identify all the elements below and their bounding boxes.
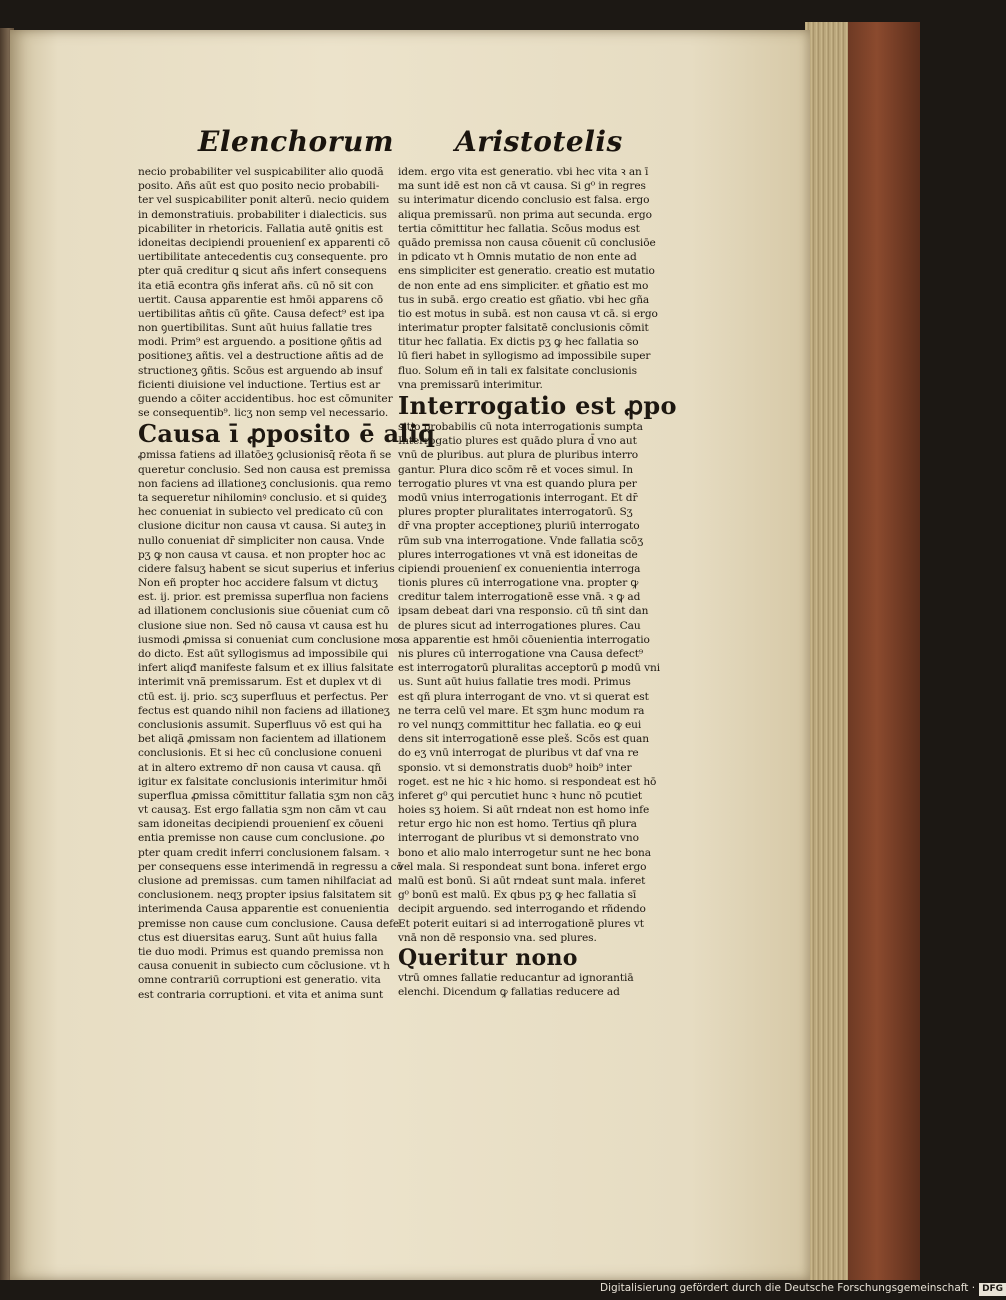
text-line: infert aliqđ manifeste falsum et ex illius falsitate (138, 662, 394, 675)
text-line: non ꝯuertibilitas. Sunt aūt huius fallatie tres (138, 322, 372, 335)
text-line: decipit arguendo. sed interrogando et rñdendo (398, 903, 646, 916)
text-line: positioneʒ añtis. vel a destructione añtis ad de (138, 350, 384, 363)
text-line: ro vel nunqʒ committitur hec fallatia. eo ꝙ eui (398, 718, 642, 731)
text-line: vtrū omnes fallatie reducantur ad ignorantiā (398, 971, 634, 984)
dfg-logo: DFG (979, 1283, 1006, 1296)
left-paragraph-2 (138, 448, 403, 1001)
text-line: ma sunt idē est non cā vt causa. Si g⁰ in regres (398, 180, 646, 193)
text-line: superflua ꝓmissa cōmittitur fallatia sʒm non cāʒ (138, 789, 394, 802)
right-paragraph-3 (398, 971, 644, 999)
text-line: uertibilitas añtis cū ꝯñte. Causa defect⁹ est ipa (138, 307, 385, 320)
left-paragraph-1 (138, 165, 393, 420)
text-line: uertibilitate antecedentis cuʒ consequente. pro (138, 251, 388, 264)
text-line: conclusionem. neqʒ propter ipsius falsitatem sit (138, 889, 392, 902)
text-line: clusione ad premissas. cum tamen nihilfaciat ad (138, 875, 393, 887)
digitization-credit (600, 1282, 1004, 1298)
text-line: malū est bonū. Si aūt rndeat sunt mala. inferet (398, 875, 646, 887)
text-line: su interimatur dicendo conclusio est falsa. ergo (398, 194, 650, 207)
text-line: gantur. Plura dico scōm rē et voces simul. In (398, 463, 634, 476)
text-line: lū fieri habet in syllogismo ad impossibile super (398, 350, 651, 363)
text-line: vnā non dē responsio vna. sed plures. (398, 931, 597, 944)
text-line: idem. ergo vita est generatio. vbi hec vita ꝛ an ī (398, 166, 649, 178)
text-line: pter quã creditur ꝗ sicut añs infert consequens (138, 265, 387, 278)
running-head-left: Elenchorum (198, 125, 394, 158)
text-line: quādo premissa non causa cōuenit cū conclusiōe (398, 236, 656, 249)
text-line: conclusionis assumit. Superfluus vō est qui ha (138, 718, 382, 731)
text-line: ens simpliciter est generatio. creatio est mutatio (398, 265, 655, 278)
text-line: posito. Añs aūt est quo posito necio probabili- (138, 180, 380, 193)
text-line: bet aliqã ꝓmissam non facientem ad illationem (138, 733, 387, 746)
text-line: creditur talem interrogationē esse vnā. ꝛ ꝙ ad (398, 591, 641, 604)
text-line: aliqua premissarū. non prima aut secunda. ergo (398, 208, 652, 221)
text-line: at in altero extremo dr̄ non causa vt causa. qñ (138, 761, 382, 774)
text-line: vt causaʒ. Est ergo fallatia sʒm non cām vt cau (138, 804, 387, 817)
text-line: modi. Prim⁹ est arguendo. a positione ꝯñtis ad (138, 336, 382, 349)
text-line: ctus est diuersitas earuʒ. Sunt aūt huius falla (138, 931, 378, 944)
text-line: interimenda Causa apparentie est conuenientia (138, 903, 390, 916)
text-line: cipiendi prouenienſ ex conuenientia interroga (398, 562, 641, 575)
text-line: plures propter pluralitates interrogatorū. Sʒ (398, 506, 633, 519)
text-line: est. ij. prior. est premissa superflua non faciens (138, 591, 389, 604)
text-line: vel mala. Si respondeat sunt bona. inferet ergo (398, 860, 647, 873)
text-line: interimit vnã premissarum. Est et duplex vt di (138, 676, 382, 689)
text-line: sa apparentie est hmōi cōuenientia interrogatio (398, 633, 650, 646)
text-line: nullo conueniat dr̄ simpliciter non causa. Vnde (138, 534, 385, 547)
running-head-right: Aristotelis (455, 125, 623, 158)
text-line: roget. est ne hic ꝛ hic homo. si respondeat est hō (398, 775, 657, 788)
text-line: non faciens ad illationeʒ conclusionis. qua remo (138, 477, 392, 490)
text-line: retur ergo hic non est homo. Tertius qñ plura (398, 818, 637, 831)
text-line: hoies sʒ hoiem. Si aūt rndeat non est homo infe (398, 804, 650, 817)
text-line: rūm sub vna interrogatione. Vnde fallatia scōʒ (398, 534, 644, 547)
text-line: uertit. Causa apparentie est hmōi apparens cō (138, 293, 384, 306)
text-line: se consequentib⁹. licʒ non semp vel necessario. (138, 407, 389, 420)
text-line: causa conuenit in subiecto cum cōclusione. vt h (138, 960, 390, 973)
text-line: Interrogatio plures est quādo plura d̄ vno aut (398, 435, 637, 448)
text-line: do dicto. Est aūt syllogismus ad impossibile qui (138, 648, 388, 660)
text-line: est contraria corruptioni. et vita et anima sunt (138, 988, 384, 1001)
text-line: inferet g⁰ qui percutiet hunc ꝛ hunc nō pcutiet (398, 789, 643, 802)
text-line: per consequens esse interimendã in regressu a cō (138, 860, 403, 873)
text-line: idoneitas decipiendi prouenienſ ex apparenti cō (138, 236, 391, 249)
text-line: entia premisse non cause cum conclusione. ꝓo (138, 832, 385, 845)
text-line: de non ente ad ens simpliciter. et gñatio est mo (398, 279, 649, 292)
text-line: clusione dicitur non causa vt causa. Si auteʒ in (138, 520, 386, 533)
text-line: tionis plures cū interrogatione vna. propter ꝙ (398, 577, 639, 590)
text-line: in pdicato vt h Omnis mutatio de non ente ad (398, 251, 637, 264)
text-line: nis plures cū interrogatione vna Causa defect⁹ (398, 648, 644, 660)
text-line: us. Sunt aūt huius fallatie tres modi. Primus (398, 676, 631, 689)
text-line: iusmodi ꝓmissa si conueniat cum conclusione mo (138, 633, 400, 646)
text-line: plures interrogationes vt vnā est idoneitas de (398, 548, 638, 561)
text-line: hec conueniat in subiecto vel predicato cū con (138, 506, 384, 519)
text-line: ctū est. ij. prio. scʒ superfluus et perfectus. Per (138, 690, 388, 703)
right-paragraph-1 (398, 165, 658, 392)
text-line: conclusionis. Et si hec cū conclusione conueni (138, 747, 382, 760)
text-line: clusione siue non. Sed nō causa vt causa est hu (138, 619, 389, 632)
text-line: fectus est quando nihil non faciens ad illationeʒ (138, 704, 390, 717)
book-cover-right (848, 22, 920, 1280)
text-line: cidere falsuʒ habent se sicut superius et inferius (138, 562, 395, 575)
text-line: ter vel suspicabiliter ponit alterū. necio quidem (138, 194, 390, 207)
text-line: elenchi. Dicendum ꝙ fallatias reducere ad (398, 986, 620, 999)
section-heading-queritur: Queritur nono (398, 944, 578, 971)
text-line: est interrogatorū pluralitas acceptorū ꝑ modū vni (398, 662, 660, 675)
text-line: igitur ex falsitate conclusionis interimitur hmōi (138, 775, 387, 788)
text-line: ad illationem conclusionis siue cōueniat cum cō (138, 605, 390, 618)
text-line: vnū de pluribus. aut plura de pluribus interro (398, 449, 639, 462)
text-line: Non eñ propter hoc accidere falsum vt dictuʒ (138, 577, 378, 590)
text-line: premisse non cause cum conclusione. Causa defe (138, 917, 400, 930)
section-heading-interrogatio: Interrogatio est ꝓpo (398, 391, 677, 420)
text-column-left (138, 165, 436, 1002)
text-line: pʒ ꝙ non causa vt causa. et non propter hoc ac (138, 548, 386, 561)
right-paragraph-2 (398, 420, 660, 945)
text-column-right (398, 165, 677, 999)
text-line: vna premissarū interimitur. (398, 378, 543, 391)
text-line: tertia cōmittitur hec fallatia. Scōus modus est (398, 222, 640, 235)
text-line: Et poterit euitari si ad interrogationē plures vt (398, 917, 644, 930)
text-line: queretur conclusio. Sed non causa est premissa (138, 463, 391, 476)
text-line: g⁰ bonū est malū. Ex qbus pʒ ꝙ hec fallatia sī (398, 889, 637, 902)
text-line: dens sit interrogationē esse pleš. Scōs est quan (398, 733, 649, 746)
text-line: sponsio. vt si demonstratis duob⁹ hoib⁹ inter (398, 761, 632, 774)
text-line: omne contrariū corruptioni est generatio. vita (138, 974, 381, 987)
text-line: fluo. Solum eñ in tali ex falsitate conclusionis (398, 364, 637, 377)
text-line: bono et alio malo interrogetur sunt ne hec bona (398, 846, 651, 859)
text-line: modū vnius interrogationis interrogant. Et dr̄ (398, 491, 638, 504)
text-line: interimatur propter falsitatē conclusionis cōmit (398, 322, 649, 335)
text-line: ta sequeretur nihilominꝰ conclusio. et si quideʒ (138, 491, 387, 504)
text-line: dr̄ vna propter acceptioneʒ pluriū interrogato (398, 520, 640, 533)
text-line: tie duo modi. Primus est quando premissa non (138, 945, 384, 958)
text-line: guendo a cōiter accidentibus. hoc est cōmuniter (138, 393, 393, 405)
text-line: in demonstratiuis. probabiliter i dialecticis. sus (138, 208, 387, 221)
text-line: picabiliter in rhetoricis. Fallatia autē ꝯnitis est (138, 222, 383, 235)
credit-text: Digitalisierung gefördert durch die Deutsche Forschungsgemeinschaft · (600, 1282, 976, 1294)
text-line: pter quam credit inferri conclusionem falsam. ꝛ (138, 846, 389, 859)
text-line: tio est motus in subā. est non causa vt cā. si ergo (398, 307, 658, 320)
text-line: ne terra celū vel mare. Et sʒm hunc modum ra (398, 704, 645, 717)
text-line: terrogatio plures vt vna est quando plura per (398, 477, 637, 490)
text-line: est qñ plura interrogant de vno. vt si querat est (398, 690, 649, 703)
text-line: tus in subā. ergo creatio est gñatio. vbi hec gña (398, 293, 650, 306)
text-line: ita etiã econtra ꝯñs inferat añs. cū nō sit con (138, 279, 374, 292)
book-fore-edge (805, 22, 850, 1280)
text-line: sam idoneitas decipiendi prouenienſ ex cōueni (138, 818, 384, 831)
text-line: ipsam debeat dari vna responsio. cū tñ sint dan (398, 605, 649, 618)
text-line: ꝓmissa fatiens ad illatōeʒ ꝯclusionisq̄ rēota ñ se (138, 449, 392, 462)
text-line: titur hec fallatia. Ex dictis pʒ ꝙ hec fallatia so (398, 336, 639, 349)
text-line: ficienti diuisione vel inductione. Tertius est ar (138, 378, 381, 391)
text-line: do eʒ vnū interrogat de pluribus vt daf vna re (398, 747, 639, 760)
text-line: structioneʒ ꝯñtis. Scōus est arguendo ab insuf (138, 364, 383, 377)
text-line: de plures sicut ad interrogationes plures. Cau (398, 619, 641, 632)
text-line: sitio probabilis cū nota interrogationis sumpta (398, 421, 643, 433)
text-line: necio probabiliter vel suspicabiliter alio quodã (138, 166, 384, 178)
section-heading-causa: Causa ī ꝓposito ē aliq̄ (138, 419, 436, 449)
text-line: interrogant de pluribus vt si demonstrato vno (398, 832, 639, 845)
